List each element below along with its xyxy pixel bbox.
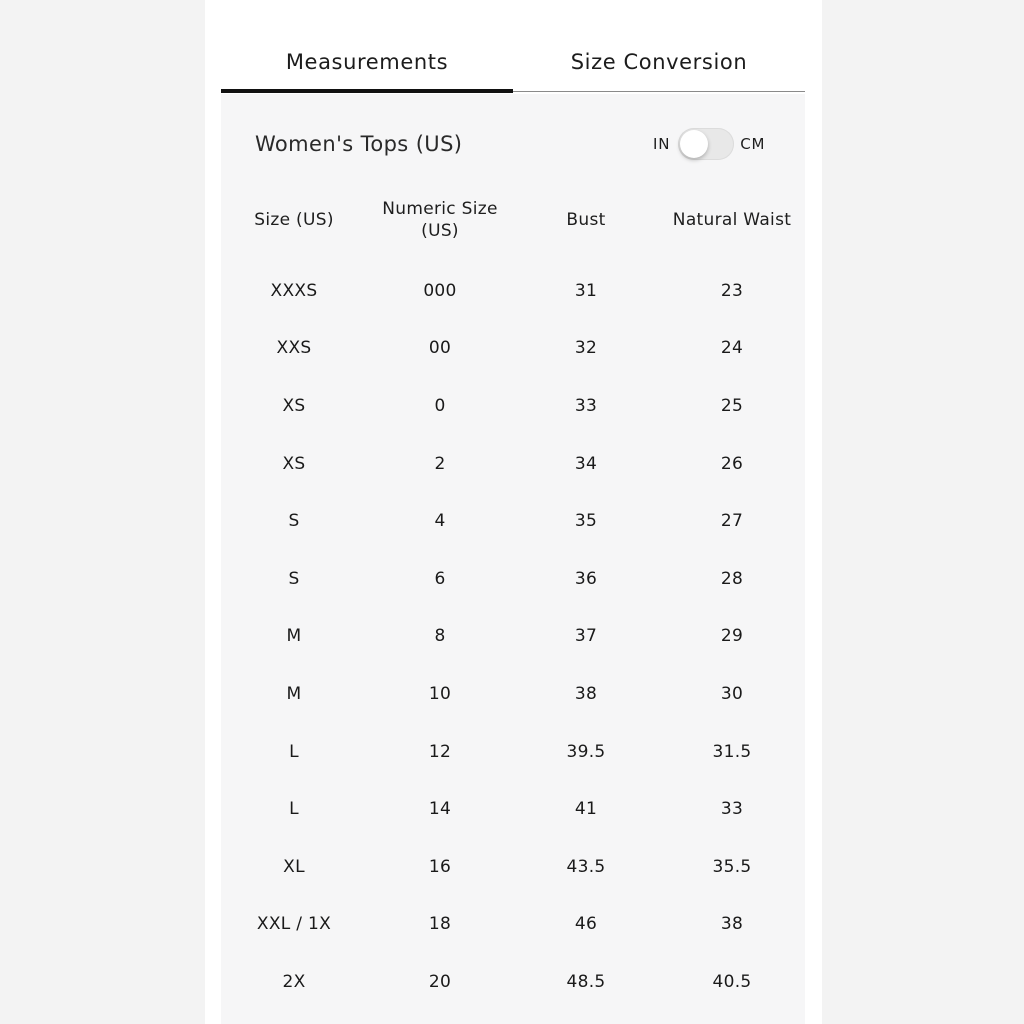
table-row	[221, 608, 805, 666]
cell-waist: 35.5	[712, 856, 752, 877]
cell-numeric: 8	[434, 626, 446, 647]
cell-waist: 29	[720, 626, 744, 647]
tab-measurements[interactable]	[221, 0, 513, 92]
right-margin	[822, 0, 1024, 1024]
cell-size: XXXS	[270, 280, 318, 301]
table-row	[221, 246, 805, 320]
header-bust: Bust	[566, 210, 606, 230]
cell-numeric: 0	[434, 395, 446, 416]
cell-size: XS	[282, 395, 306, 416]
cell-waist: 25	[720, 395, 744, 416]
cell-bust: 39.5	[566, 741, 606, 762]
cell-bust: 43.5	[566, 856, 606, 877]
cell-bust: 35	[574, 511, 598, 532]
table-row	[221, 377, 805, 435]
cell-waist: 38	[720, 914, 744, 935]
cell-bust: 34	[574, 453, 598, 474]
cell-size: L	[289, 799, 299, 820]
table-row	[221, 665, 805, 723]
unit-switch[interactable]	[678, 128, 734, 160]
active-tab-indicator	[221, 89, 513, 93]
measurements-content	[221, 94, 805, 1024]
size-guide-panel	[205, 0, 822, 1024]
tab-size-conversion[interactable]	[513, 0, 805, 92]
table-row	[221, 780, 805, 838]
cell-size: M	[286, 683, 302, 704]
cell-size: 2X	[282, 971, 306, 992]
cell-numeric: 4	[434, 511, 446, 532]
cell-numeric: 6	[434, 568, 446, 589]
cell-waist: 30	[720, 683, 744, 704]
cell-size: L	[289, 741, 299, 762]
cell-bust: 33	[574, 395, 598, 416]
cell-bust: 37	[574, 626, 598, 647]
left-margin	[0, 0, 205, 1024]
unit-toggle	[653, 126, 765, 162]
cell-waist: 27	[720, 511, 744, 532]
cell-size: XXS	[276, 338, 312, 359]
tab-size-conversion-label: Size Conversion	[570, 50, 748, 74]
header-natural-waist: Natural Waist	[672, 210, 792, 230]
table-row	[221, 320, 805, 378]
cell-bust: 32	[574, 338, 598, 359]
cell-numeric: 10	[428, 683, 452, 704]
cell-bust: 38	[574, 683, 598, 704]
unit-label-cm[interactable]: CM	[740, 135, 766, 153]
table-row	[221, 896, 805, 954]
cell-waist: 23	[720, 280, 744, 301]
table-row	[221, 953, 805, 1011]
cell-numeric: 20	[428, 971, 452, 992]
cell-waist: 24	[720, 338, 744, 359]
unit-switch-knob[interactable]	[680, 130, 708, 158]
table-row	[221, 492, 805, 550]
cell-size: S	[288, 568, 300, 589]
tab-bar	[221, 0, 805, 94]
cell-numeric: 14	[428, 799, 452, 820]
cell-bust: 36	[574, 568, 598, 589]
table-row	[221, 838, 805, 896]
cell-waist: 31.5	[712, 741, 752, 762]
cell-waist: 40.5	[712, 971, 752, 992]
cell-bust: 41	[574, 799, 598, 820]
cell-numeric: 16	[428, 856, 452, 877]
cell-numeric: 2	[434, 453, 446, 474]
cell-bust: 46	[574, 914, 598, 935]
cell-numeric: 00	[428, 338, 452, 359]
cell-numeric: 000	[423, 280, 457, 301]
header-numeric-size: Numeric Size (US)	[382, 199, 498, 241]
tab-divider	[513, 91, 805, 92]
cell-size: M	[286, 626, 302, 647]
cell-size: S	[288, 511, 300, 532]
cell-waist: 28	[720, 568, 744, 589]
cell-size: XL	[283, 856, 305, 877]
cell-bust: 48.5	[566, 971, 606, 992]
table-row	[221, 723, 805, 781]
table-row	[221, 550, 805, 608]
table-row	[221, 435, 805, 493]
cell-size: XXL / 1X	[256, 914, 332, 935]
cell-bust: 31	[574, 280, 598, 301]
tab-measurements-label: Measurements	[285, 50, 449, 74]
cell-waist: 33	[720, 799, 744, 820]
table-header-row	[221, 194, 805, 246]
unit-label-in[interactable]: IN	[653, 135, 671, 153]
size-table	[221, 194, 805, 1011]
cell-numeric: 12	[428, 741, 452, 762]
cell-waist: 26	[720, 453, 744, 474]
cell-numeric: 18	[428, 914, 452, 935]
cell-size: XS	[282, 453, 306, 474]
section-title: Women's Tops (US)	[255, 132, 463, 156]
header-size-us: Size (US)	[254, 210, 334, 230]
